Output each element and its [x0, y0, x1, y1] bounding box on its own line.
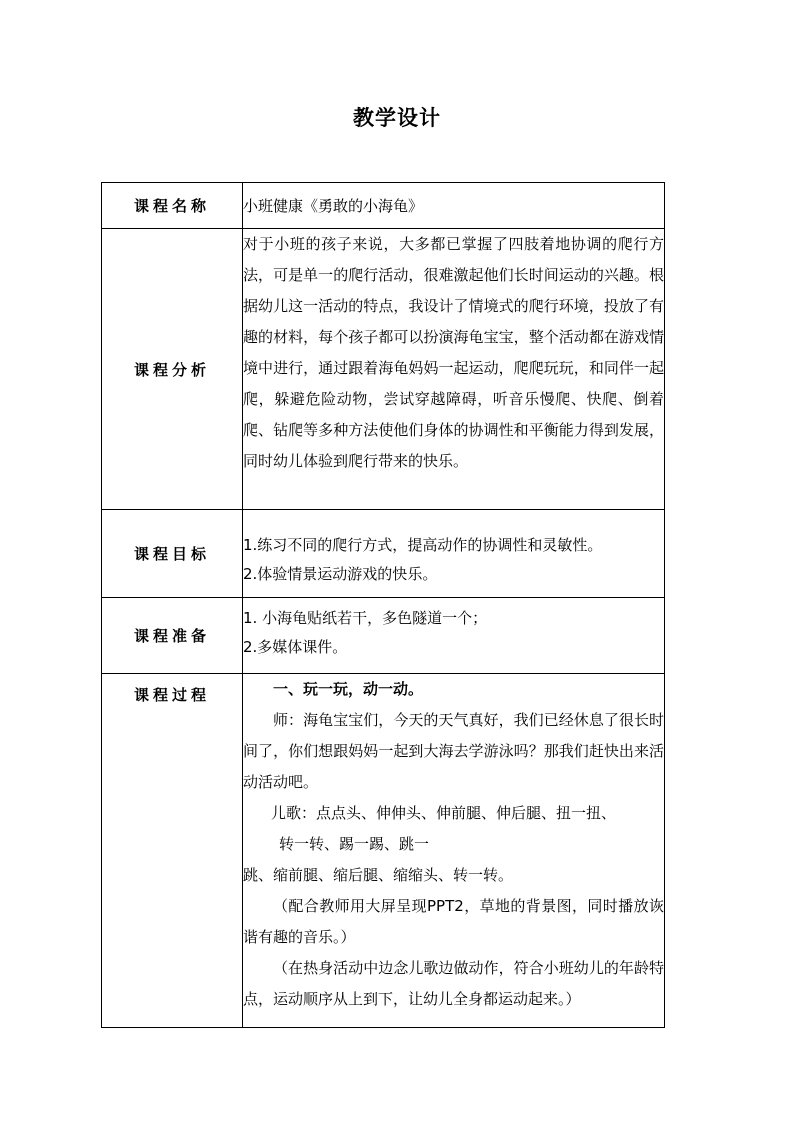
- course-preparation-list: [243, 598, 664, 662]
- course-process-cell: [243, 674, 665, 1028]
- nursery-rhyme-line: 转一转、踢一踢、跳一: [279, 835, 430, 853]
- nursery-rhyme-line: 跳、缩前腿、缩后腿、缩缩头、转一转。: [243, 866, 514, 884]
- lesson-plan-table: [101, 182, 665, 1028]
- goal-item: 1.练习不同的爬行方式，提高动作的协调性和灵敏性。: [243, 536, 603, 554]
- course-analysis-label: 课程分析: [102, 229, 243, 510]
- activity-note: （在热身活动中边念儿歌边做动作，符合小班幼儿的年龄特点，运动顺序从上到下，让幼儿全身都运动起来。）: [243, 959, 664, 1008]
- course-name-label: 课程名称: [102, 183, 243, 229]
- course-preparation-label: 课程准备: [102, 598, 243, 674]
- preparation-item: 2.多媒体课件。: [243, 638, 348, 656]
- preparation-item: 1. 小海龟贴纸若干，多色隧道一个；: [243, 609, 488, 627]
- row-course-name: [102, 183, 665, 229]
- course-goals-list: [243, 510, 664, 589]
- row-course-preparation: [102, 598, 665, 674]
- course-goals-cell: [243, 510, 665, 598]
- row-course-process: [102, 674, 665, 1028]
- row-course-analysis: [102, 229, 665, 510]
- goal-item: 2.体验情景运动游戏的快乐。: [243, 565, 438, 583]
- course-analysis-cell: [243, 229, 665, 510]
- process-section-heading: 一、玩一玩，动一动。: [273, 680, 424, 698]
- row-course-goals: [102, 510, 665, 598]
- nursery-rhyme-line: 儿歌：点点头、伸伸头、伸前腿、伸后腿、扭一扭、: [271, 804, 617, 822]
- activity-note: （配合教师用大屏呈现PPT2，草地的背景图，同时播放诙谐有趣的音乐。）: [243, 897, 664, 946]
- course-goals-label: 课程目标: [102, 510, 243, 598]
- teacher-dialogue: 师：海龟宝宝们，今天的天气真好，我们已经休息了很长时间了，你们想跟妈妈一起到大海去学游泳吗？那我们赶快出来活动活动吧。: [243, 711, 664, 791]
- course-preparation-cell: [243, 598, 665, 674]
- course-analysis-text: 对于小班的孩子来说，大多都已掌握了四肢着地协调的爬行方法，可是单一的爬行活动，很难激起他们长时间运动的兴趣。根据幼儿这一活动的特点，我设计了情境式的爬行环境，投放了有趣的材料，每个孩子都可以扮演海龟宝宝，整个活动都在游戏情境中进行，通过跟着海龟妈妈一起运动，爬爬玩玩，和同伴一起爬，躲避危险动物，尝试穿越障碍，听音乐慢爬、快爬、倒着爬、钻爬等多种方法使他们身体的协调性和平衡能力得到发展，同时幼儿体验到爬行带来的快乐。: [243, 235, 664, 470]
- course-process-label: 课程过程: [102, 674, 243, 1028]
- document-title: 教学设计: [353, 106, 441, 130]
- course-name-value: 小班健康《勇敢的小海龟》: [243, 183, 665, 229]
